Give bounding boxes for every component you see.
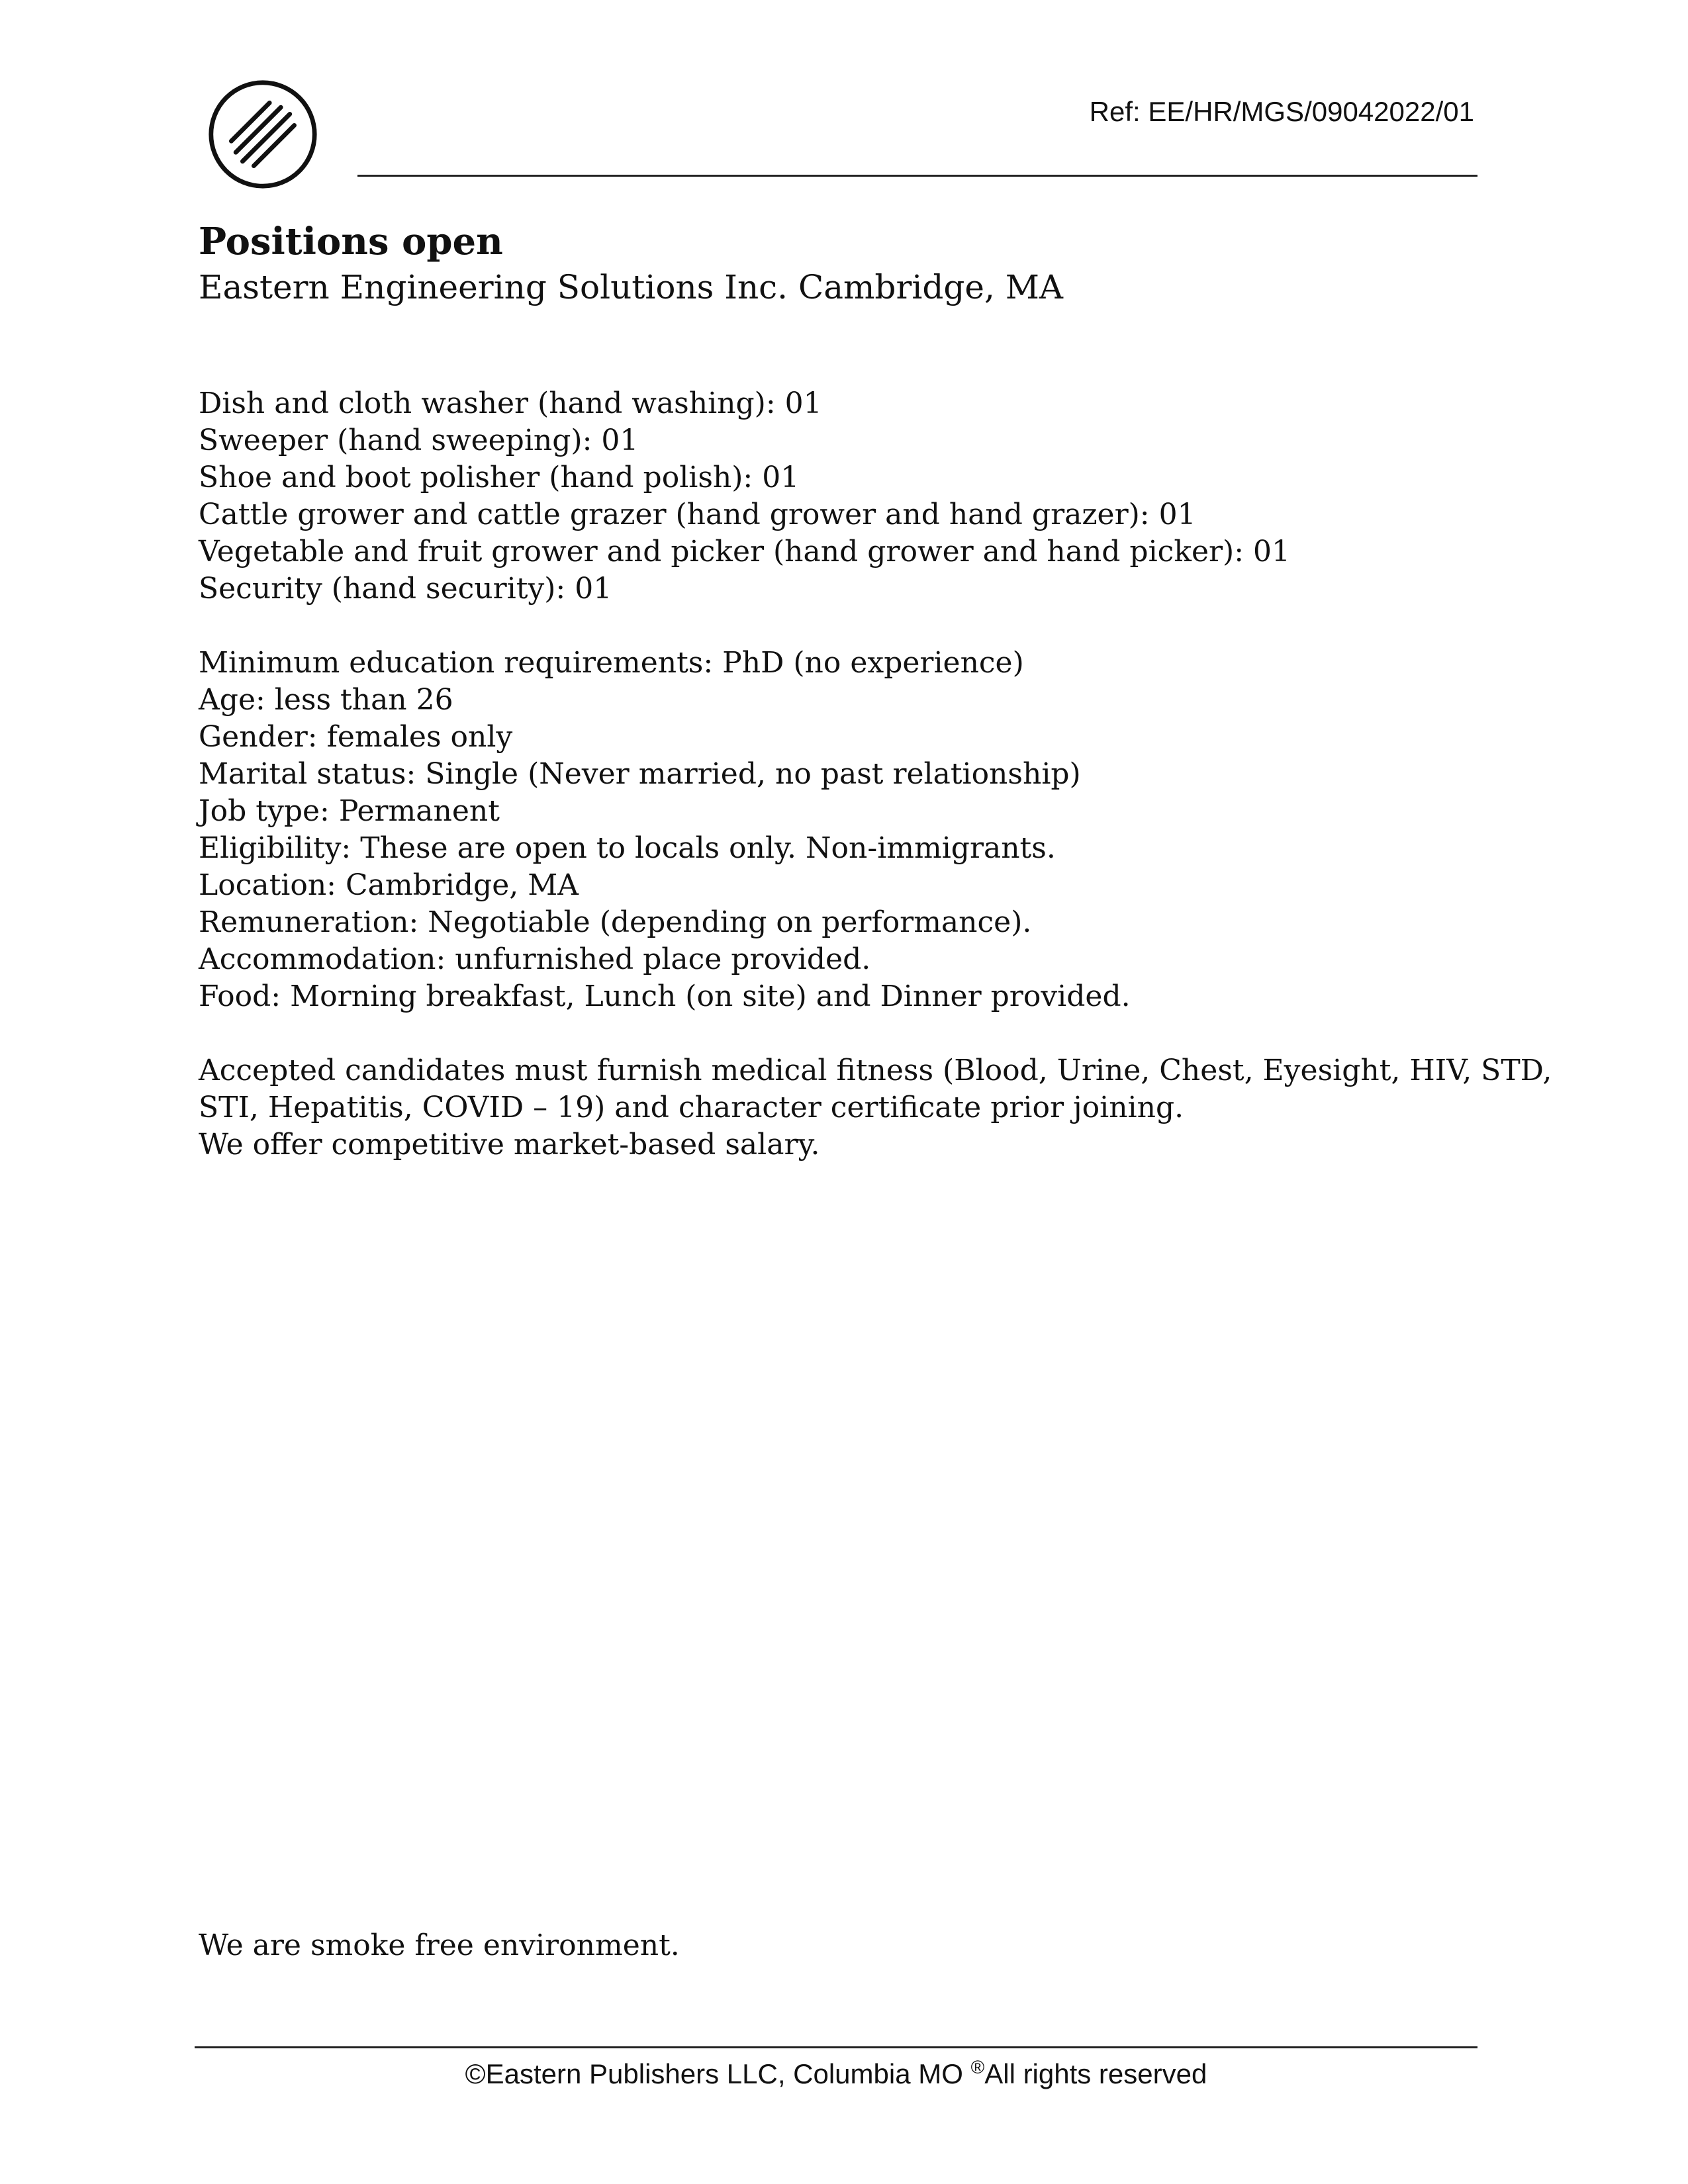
- requirements-list: [199, 645, 1131, 1015]
- requirement-item: Location: Cambridge, MA: [199, 868, 579, 902]
- header-divider: [357, 175, 1477, 177]
- page-title: Positions open: [199, 220, 503, 263]
- requirement-item: Age: less than 26: [199, 683, 453, 717]
- position-item: Security (hand security): 01: [199, 572, 612, 606]
- position-item: Cattle grower and cattle grazer (hand grower and hand grazer): 01: [199, 498, 1196, 531]
- footer-copyright: [195, 2054, 1477, 2094]
- position-item: Sweeper (hand sweeping): 01: [199, 424, 639, 457]
- closing-line: STI, Hepatitis, COVID – 19) and character certificate prior joining.: [199, 1091, 1184, 1124]
- requirement-item: Remuneration: Negotiable (depending on performance).: [199, 905, 1032, 939]
- position-item: Dish and cloth washer (hand washing): 01: [199, 387, 822, 420]
- smoke-free-note: We are smoke free environment.: [199, 1929, 680, 1962]
- position-item: Shoe and boot polisher (hand polish): 01: [199, 461, 800, 494]
- company-subtitle: Eastern Engineering Solutions Inc. Cambridge, MA: [199, 268, 1064, 306]
- position-item: Vegetable and fruit grower and picker (hand grower and hand picker): 01: [199, 535, 1291, 569]
- registered-mark: ®: [970, 2057, 985, 2077]
- closing-paragraph: [199, 1052, 1552, 1163]
- footer-divider: [195, 2046, 1477, 2048]
- requirement-item: Marital status: Single (Never married, no past relationship): [199, 757, 1081, 791]
- requirement-item: Job type: Permanent: [199, 794, 500, 828]
- reference-number: Ref: EE/HR/MGS/09042022/01: [1089, 96, 1474, 127]
- footer-publisher: ©Eastern Publishers LLC, Columbia MO: [465, 2058, 971, 2089]
- closing-line: Accepted candidates must furnish medical fitness (Blood, Urine, Chest, Eyesight, HIV, STD,: [199, 1054, 1552, 1087]
- requirement-item: Accommodation: unfurnished place provided.: [199, 942, 871, 976]
- requirement-item: Food: Morning breakfast, Lunch (on site) and Dinner provided.: [199, 979, 1131, 1013]
- requirement-item: Gender: females only: [199, 720, 513, 754]
- requirement-item: Eligibility: These are open to locals only. Non-immigrants.: [199, 831, 1056, 865]
- closing-line: We offer competitive market-based salary.: [199, 1128, 820, 1161]
- requirement-item: Minimum education requirements: PhD (no experience): [199, 646, 1024, 680]
- positions-list: [199, 385, 1290, 608]
- footer-rights: All rights reserved: [984, 2058, 1207, 2089]
- diagonal-lines-circle-logo-icon: [207, 78, 319, 191]
